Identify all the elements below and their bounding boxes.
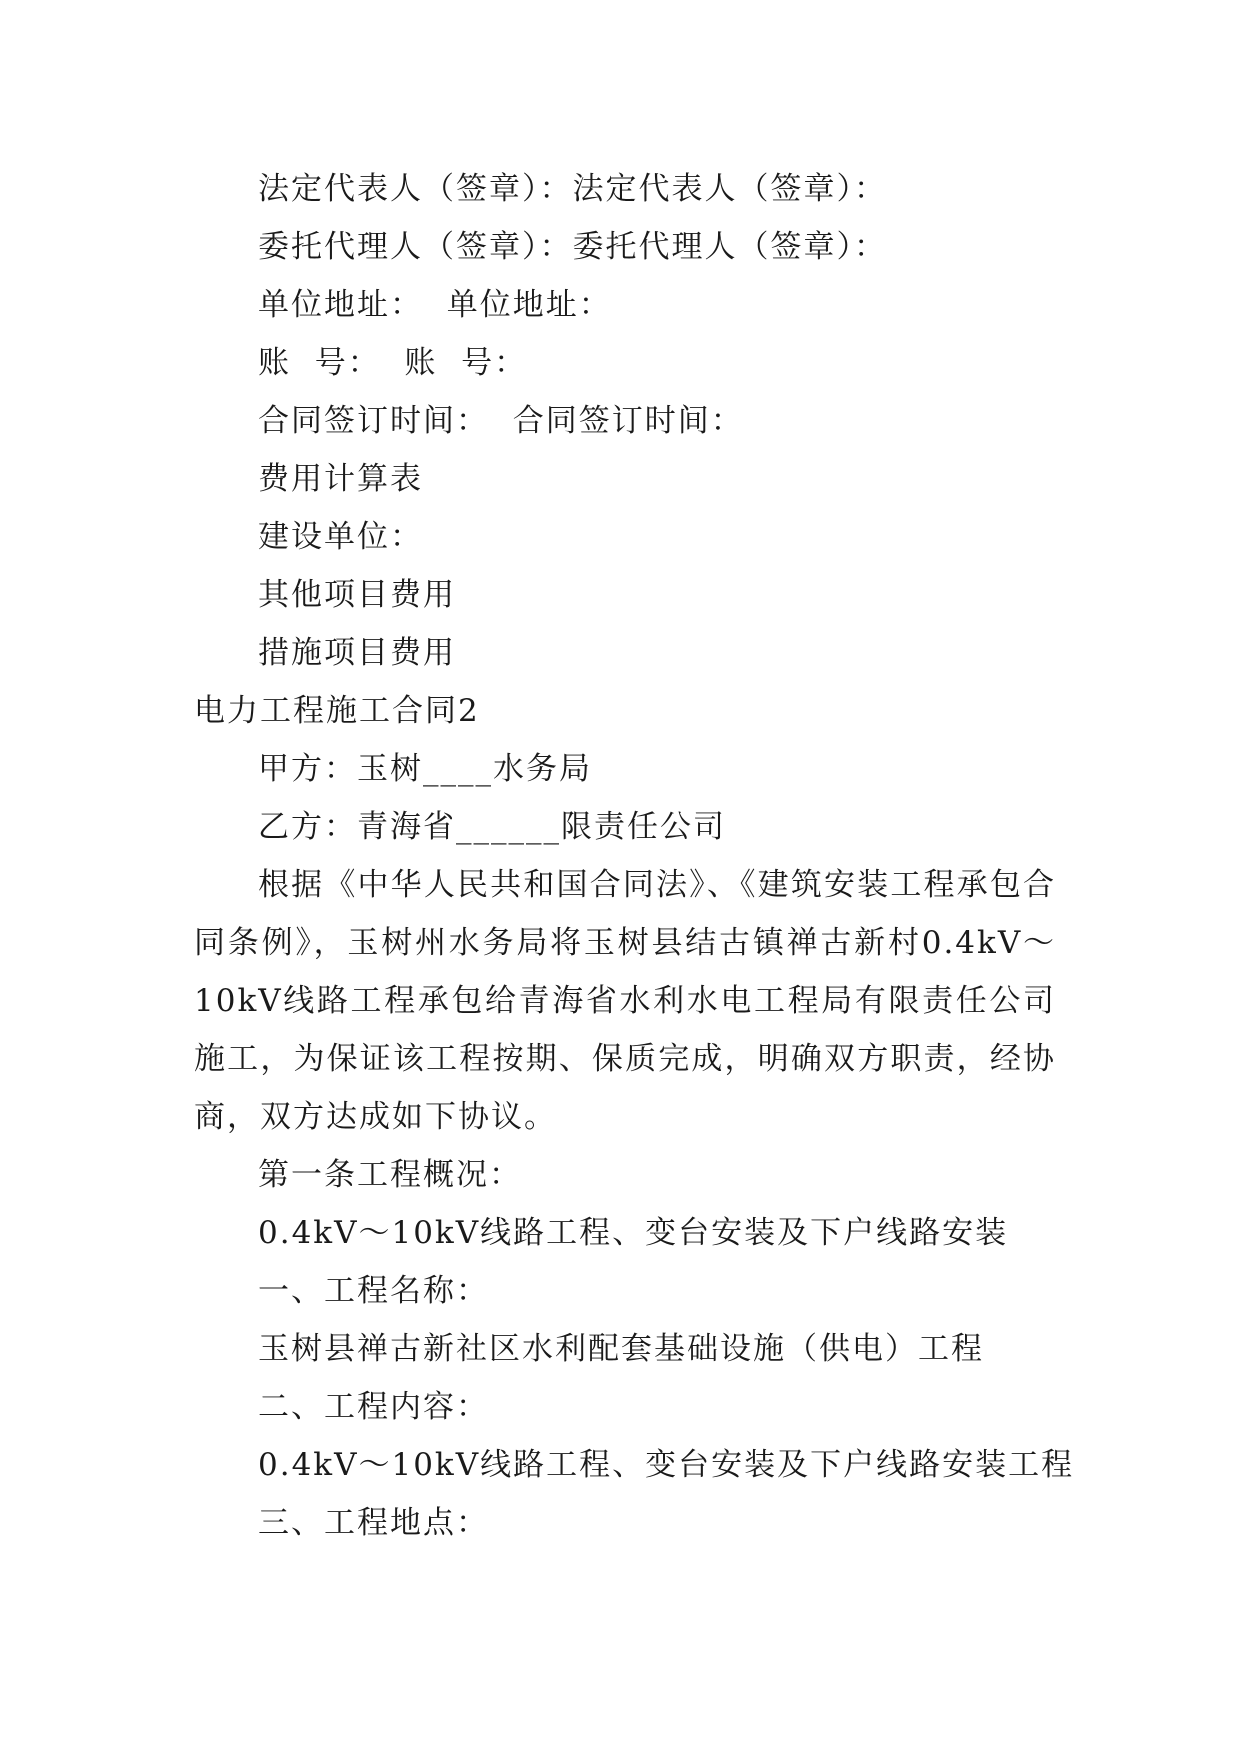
contract-title: 电力工程施工合同2: [194, 693, 480, 729]
account-number-line: 账 号： 账 号：: [258, 345, 528, 381]
authorized-agent-signature-line: 委托代理人（签章）：委托代理人（签章）：: [258, 229, 887, 265]
unit-address-line: 单位地址： 单位地址：: [258, 287, 612, 323]
project-name-text: 玉树县禅古新社区水利配套基础设施（供电）工程: [258, 1331, 984, 1367]
cost-calculation-table-label: 费用计算表: [258, 461, 423, 497]
project-content-text: 0.4kV～10kV线路工程、变台安装及下户线路安装工程: [258, 1447, 1075, 1483]
contract-preamble-paragraph: 根据《中华人民共和国合同法》、《建筑安装工程承包合同条例》，玉树州水务局将玉树县结古镇禅古新村0.4kV～10kV线路工程承包给青海省水利水电工程局有限责任公司施工，为保证该工程按期、保质完成，明确双方职责，经协商，双方达成如下协议。: [194, 867, 1056, 1135]
legal-representative-signature-line: 法定代表人（签章）：法定代表人（签章）：: [258, 171, 887, 207]
party-a-line: 甲方：玉树____水务局: [258, 751, 592, 787]
project-overview-text: 0.4kV～10kV线路工程、变台安装及下户线路安装: [258, 1215, 1009, 1251]
document-body: [194, 160, 1075, 1552]
construction-unit-label: 建设单位：: [258, 519, 423, 555]
article-one-heading: 第一条工程概况：: [258, 1157, 522, 1193]
project-content-heading: 二、工程内容：: [258, 1389, 489, 1425]
contract-signing-date-line: 合同签订时间： 合同签订时间：: [258, 403, 744, 439]
other-project-costs-label: 其他项目费用: [258, 577, 456, 613]
project-name-heading: 一、工程名称：: [258, 1273, 489, 1309]
party-b-line: 乙方：青海省______限责任公司: [258, 809, 726, 845]
project-location-heading: 三、工程地点：: [258, 1505, 489, 1541]
measure-project-costs-label: 措施项目费用: [258, 635, 456, 671]
